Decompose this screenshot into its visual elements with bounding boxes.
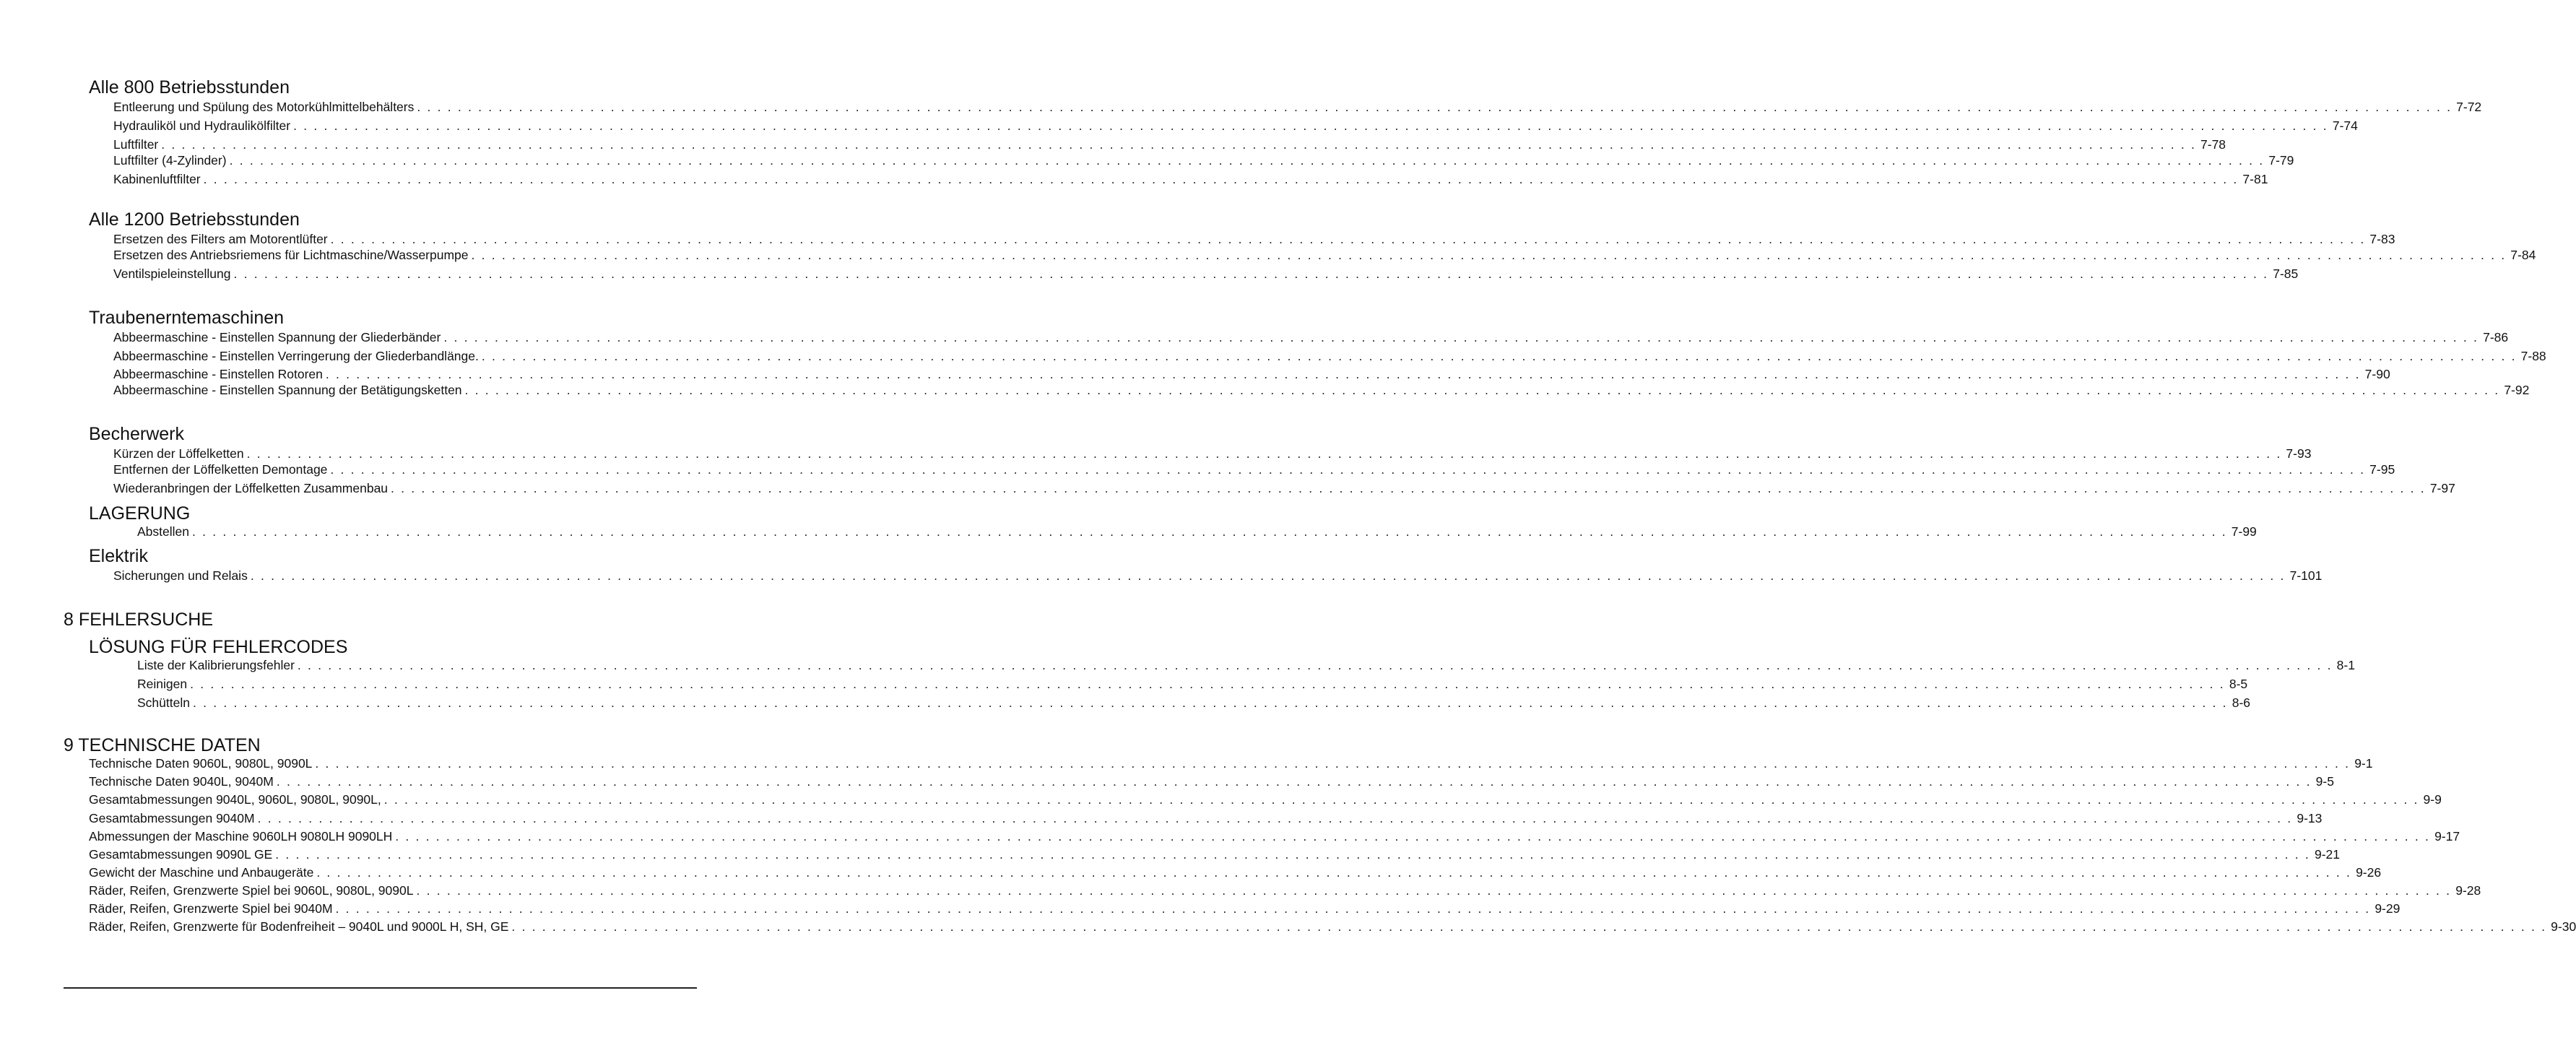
toc-entry[interactable] (137, 657, 2355, 673)
toc-entry-page: 9-30 (2551, 919, 2576, 934)
toc-entry-page: 9-9 (2423, 792, 2442, 807)
toc-entry-page: 9-5 (2315, 774, 2334, 789)
toc-entry[interactable] (113, 480, 2455, 496)
toc-entry-page: 7-90 (2364, 367, 2390, 381)
section-heading[interactable]: Elektrik (89, 546, 148, 566)
toc-entry-page: 7-93 (2286, 446, 2312, 461)
toc-entry-label: Luftfilter (113, 137, 159, 152)
toc-entry-page: 8-5 (2229, 677, 2248, 691)
dot-leader: . . . . . . . . . . . . . . . . . . . . . . . . . . . . . . . . . . . . . . . . . . . . . . . . . . . . . . . . . . . . . . . . . . . . . . . . . . . . . . . . . . . . . . . . . . . . . . . . . . . . . . . . . . . . . . . . . . . . . . . . . . . . . . . . . . . . . . . . . . . . . . . . . . . . . . . . . . . . . . . . . . . . . . . . . . . . . . . . . . . . . . . . . . . . . . . . . . . . . . . . (192, 524, 2227, 539)
toc-entry-page: 7-83 (2369, 232, 2395, 246)
toc-entry-page: 8-1 (2336, 658, 2355, 672)
toc-entry[interactable] (89, 828, 2460, 844)
toc-entry[interactable] (89, 883, 2481, 898)
toc-entry-page: 7-74 (2332, 118, 2358, 133)
toc-entry-page: 7-95 (2369, 462, 2395, 477)
dot-leader: . . . . . . . . . . . . . . . . . . . . . . . . . . . . . . . . . . . . . . . . . . . . . . . . . . . . . . . . . . . . . . . . . . . . . . . . . . . . . . . . . . . . . . . . . . . . . . . . . . . . . . . . . . . . . . . . . . . . . . . . . . . . . . . . . . . . . . . . . . . . . . . . . . . . . . . . . . . . . . . . . . . . . . . . . . . . . . . . . . . . . . . . . . . . . . . . . . . . . . . . (192, 695, 2228, 710)
toc-entry-label: Räder, Reifen, Grenzwerte Spiel bei 9060L, 9080L, 9090L (89, 883, 414, 898)
toc-entry[interactable] (113, 136, 2226, 152)
chapter-heading[interactable]: 8 FEHLERSUCHE (64, 610, 213, 630)
toc-entry[interactable] (113, 152, 2294, 168)
toc-entry[interactable] (113, 247, 2536, 263)
toc-entry[interactable] (113, 99, 2482, 115)
dot-leader: . . . . . . . . . . . . . . . . . . . . . . . . . . . . . . . . . . . . . . . . . . . . . . . . . . . . . . . . . . . . . . . . . . . . . . . . . . . . . . . . . . . . . . . . . . . . . . . . . . . . . . . . . . . . . . . . . . . . . . . . . . . . . . . . . . . . . . . . . . . . . . . . . . . . . . . . . . . . . . . . . . . . . . . . . . . . . . . . . . . . . . . . . . . . . . . . . . . . . . . . (335, 901, 2371, 916)
section-heading[interactable]: Alle 800 Betriebsstunden (89, 77, 290, 97)
toc-entry-page: 7-84 (2510, 248, 2536, 262)
dot-leader: . . . . . . . . . . . . . . . . . . . . . . . . . . . . . . . . . . . . . . . . . . . . . . . . . . . . . . . . . . . . . . . . . . . . . . . . . . . . . . . . . . . . . . . . . . . . . . . . . . . . . . . . . . . . . . . . . . . . . . . . . . . . . . . . . . . . . . . . . . . . . . . . . . . . . . . . . . . . . . . . . . . . . . . . . . . . . . . . . . . . . . . . . . . . . . . . . . . . . . . . (250, 568, 2286, 583)
toc-entry[interactable] (113, 568, 2323, 584)
toc-entry-label: Räder, Reifen, Grenzwerte Spiel bei 9040M (89, 901, 333, 916)
dot-leader: . . . . . . . . . . . . . . . . . . . . . . . . . . . . . . . . . . . . . . . . . . . . . . . . . . . . . . . . . . . . . . . . . . . . . . . . . . . . . . . . . . . . . . . . . . . . . . . . . . . . . . . . . . . . . . . . . . . . . . . . . . . . . . . . . . . . . . . . . . . . . . . . . . . . . . . . . . . . . . . . . . . . . . . . . . . . . . . . . . . . . . . . . . . . . . . . . . . . . . . . (471, 248, 2507, 262)
toc-entry[interactable] (137, 695, 2251, 711)
toc-entry-label: Kabinenluftfilter (113, 172, 201, 186)
toc-entry[interactable] (113, 329, 2509, 345)
section-heading[interactable]: Alle 1200 Betriebsstunden (89, 209, 300, 230)
chapter-heading[interactable]: 9 TECHNISCHE DATEN (64, 735, 261, 755)
dot-leader: . . . . . . . . . . . . . . . . . . . . . . . . . . . . . . . . . . . . . . . . . . . . . . . . . . . . . . . . . . . . . . . . . . . . . . . . . . . . . . . . . . . . . . . . . . . . . . . . . . . . . . . . . . . . . . . . . . . . . . . . . . . . . . . . . . . . . . . . . . . . . . . . . . . . . . . . . . . . . . . . . . . . . . . . . . . . . . . . . . . . . . . . . . . . . . . . . . . . . . . . (190, 677, 2225, 691)
dot-leader: . . . . . . . . . . . . . . . . . . . . . . . . . . . . . . . . . . . . . . . . . . . . . . . . . . . . . . . . . . . . . . . . . . . . . . . . . . . . . . . . . . . . . . . . . . . . . . . . . . . . . . . . . . . . . . . . . . . . . . . . . . . . . . . . . . . . . . . . . . . . . . . . . . . . . . . . . . . . . . . . . . . . . . . . . . . . . . . . . . . . . . . . . . . . . . . . . . . . . . . . (417, 100, 2453, 114)
toc-entry-label: Luftfilter (4-Zylinder) (113, 153, 227, 168)
dot-leader: . . . . . . . . . . . . . . . . . . . . . . . . . . . . . . . . . . . . . . . . . . . . . . . . . . . . . . . . . . . . . . . . . . . . . . . . . . . . . . . . . . . . . . . . . . . . . . . . . . . . . . . . . . . . . . . . . . . . . . . . . . . . . . . . . . . . . . . . . . . . . . . . . . . . . . . . . . . . . . . . . . . . . . . . . . . . . . . . . . . . . . . . . . . . . . . . . . . . . . . . (276, 774, 2312, 789)
toc-entry-label: Schütteln (137, 695, 190, 710)
section-heading[interactable]: LÖSUNG FÜR FEHLERCODES (89, 637, 348, 657)
toc-entry[interactable] (89, 773, 2334, 789)
toc-entry-label: Technische Daten 9060L, 9080L, 9090L (89, 756, 313, 771)
toc-entry-label: Räder, Reifen, Grenzwerte für Bodenfreiheit – 9040L und 9000L H, SH, GE (89, 919, 509, 934)
dot-leader: . . . . . . . . . . . . . . . . . . . . . . . . . . . . . . . . . . . . . . . . . . . . . . . . . . . . . . . . . . . . . . . . . . . . . . . . . . . . . . . . . . . . . . . . . . . . . . . . . . . . . . . . . . . . . . . . . . . . . . . . . . . . . . . . . . . . . . . . . . . . . . . . . . . . . . . . . . . . . . . . . . . . . . . . . . . . . . . . . . . . . . . . . . . . . . . . . . . . . . . . (297, 658, 2333, 672)
toc-entry-label: Entfernen der Löffelketten Demontage (113, 462, 328, 477)
dot-leader: . . . . . . . . . . . . . . . . . . . . . . . . . . . . . . . . . . . . . . . . . . . . . . . . . . . . . . . . . . . . . . . . . . . . . . . . . . . . . . . . . . . . . . . . . . . . . . . . . . . . . . . . . . . . . . . . . . . . . . . . . . . . . . . . . . . . . . . . . . . . . . . . . . . . . . . . . . . . . . . . . . . . . . . . . . . . . . . . . . . . . . . . . . . . . . . . . . . . . . . . (325, 367, 2361, 381)
dot-leader: . . . . . . . . . . . . . . . . . . . . . . . . . . . . . . . . . . . . . . . . . . . . . . . . . . . . . . . . . . . . . . . . . . . . . . . . . . . . . . . . . . . . . . . . . . . . . . . . . . . . . . . . . . . . . . . . . . . . . . . . . . . . . . . . . . . . . . . . . . . . . . . . . . . . . . . . . . . . . . . . . . . . . . . . . . . . . . . . . . . . . . . . . . . . . . . . . . . . . . . . (416, 883, 2452, 898)
dot-leader: . . . . . . . . . . . . . . . . . . . . . . . . . . . . . . . . . . . . . . . . . . . . . . . . . . . . . . . . . . . . . . . . . . . . . . . . . . . . . . . . . . . . . . . . . . . . . . . . . . . . . . . . . . . . . . . . . . . . . . . . . . . . . . . . . . . . . . . . . . . . . . . . . . . . . . . . . . . . . . . . . . . . . . . . . . . . . . . . . . . . . . . . . . . . . . . . . . . . . . . . (161, 137, 2197, 152)
dot-leader: . . . . . . . . . . . . . . . . . . . . . . . . . . . . . . . . . . . . . . . . . . . . . . . . . . . . . . . . . . . . . . . . . . . . . . . . . . . . . . . . . . . . . . . . . . . . . . . . . . . . . . . . . . . . . . . . . . . . . . . . . . . . . . . . . . . . . . . . . . . . . . . . . . . . . . . . . . . . . . . . . . . . . . . . . . . . . . . . . . . . . . . . . . . . . . . . . . . . . . . . (395, 829, 2431, 844)
dot-leader: . . . . . . . . . . . . . . . . . . . . . . . . . . . . . . . . . . . . . . . . . . . . . . . . . . . . . . . . . . . . . . . . . . . . . . . . . . . . . . . . . . . . . . . . . . . . . . . . . . . . . . . . . . . . . . . . . . . . . . . . . . . . . . . . . . . . . . . . . . . . . . . . . . . . . . . . . . . . . . . . . . . . . . . . . . . . . . . . . . . . . . . . . . . . . . . . . . . . . . . . (257, 811, 2293, 825)
toc-entry-label: Abbeermaschine - Einstellen Verringerung der Gliederbandlänge. (113, 349, 479, 363)
dot-leader: . . . . . . . . . . . . . . . . . . . . . . . . . . . . . . . . . . . . . . . . . . . . . . . . . . . . . . . . . . . . . . . . . . . . . . . . . . . . . . . . . . . . . . . . . . . . . . . . . . . . . . . . . . . . . . . . . . . . . . . . . . . . . . . . . . . . . . . . . . . . . . . . . . . . . . . . . . . . . . . . . . . . . . . . . . . . . . . . . . . . . . . . . . . . . . . . . . . . . . . . (275, 847, 2310, 862)
section-heading[interactable]: LAGERUNG (89, 503, 191, 524)
toc-entry-label: Reinigen (137, 677, 188, 691)
toc-entry[interactable] (137, 524, 2257, 539)
toc-entry-page: 7-88 (2520, 349, 2546, 363)
toc-entry[interactable] (89, 901, 2401, 916)
toc-entry-label: Ersetzen des Antriebsriemens für Lichtmaschine/Wasserpumpe (113, 248, 469, 262)
dot-leader: . . . . . . . . . . . . . . . . . . . . . . . . . . . . . . . . . . . . . . . . . . . . . . . . . . . . . . . . . . . . . . . . . . . . . . . . . . . . . . . . . . . . . . . . . . . . . . . . . . . . . . . . . . . . . . . . . . . . . . . . . . . . . . . . . . . . . . . . . . . . . . . . . . . . . . . . . . . . . . . . . . . . . . . . . . . . . . . . . . . . . . . . . . . . . . . . . . . . . . . . (229, 153, 2265, 168)
toc-entry-page: 9-13 (2297, 811, 2323, 825)
toc-entry-label: Sicherungen und Relais (113, 568, 248, 583)
dot-leader: . . . . . . . . . . . . . . . . . . . . . . . . . . . . . . . . . . . . . . . . . . . . . . . . . . . . . . . . . . . . . . . . . . . . . . . . . . . . . . . . . . . . . . . . . . . . . . . . . . . . . . . . . . . . . . . . . . . . . . . . . . . . . . . . . . . . . . . . . . . . . . . . . . . . . . . . . . . . . . . . . . . . . . . . . . . . . . . . . . . . . . . . . . . . . . . . . . . . . . . . (203, 172, 2239, 186)
dot-leader: . . . . . . . . . . . . . . . . . . . . . . . . . . . . . . . . . . . . . . . . . . . . . . . . . . . . . . . . . . . . . . . . . . . . . . . . . . . . . . . . . . . . . . . . . . . . . . . . . . . . . . . . . . . . . . . . . . . . . . . . . . . . . . . . . . . . . . . . . . . . . . . . . . . . . . . . . . . . . . . . . . . . . . . . . . . . . . . . . . . . . . . . . . . . . . . . . . . . . . . . (293, 118, 2328, 133)
toc-entry[interactable] (113, 171, 2268, 187)
dot-leader: . . . . . . . . . . . . . . . . . . . . . . . . . . . . . . . . . . . . . . . . . . . . . . . . . . . . . . . . . . . . . . . . . . . . . . . . . . . . . . . . . . . . . . . . . . . . . . . . . . . . . . . . . . . . . . . . . . . . . . . . . . . . . . . . . . . . . . . . . . . . . . . . . . . . . . . . . . . . . . . . . . . . . . . . . . . . . . . . . . . . . . . . . . . . . . . . . . . . . . . . (464, 383, 2500, 397)
section-heading[interactable]: Traubenerntemaschinen (89, 308, 285, 328)
toc-entry-page: 9-21 (2315, 847, 2341, 862)
toc-entry[interactable] (89, 792, 2442, 807)
toc-entry-label: Entleerung und Spülung des Motorkühlmittelbehälters (113, 100, 415, 114)
toc-entry-page: 7-81 (2242, 172, 2268, 186)
dot-leader: . . . . . . . . . . . . . . . . . . . . . . . . . . . . . . . . . . . . . . . . . . . . . . . . . . . . . . . . . . . . . . . . . . . . . . . . . . . . . . . . . . . . . . . . . . . . . . . . . . . . . . . . . . . . . . . . . . . . . . . . . . . . . . . . . . . . . . . . . . . . . . . . . . . . . . . . . . . . . . . . . . . . . . . . . . . . . . . . . . . . . . . . . . . . . . . . . . . . . . . . (246, 446, 2282, 461)
toc-entry-label: Hydrauliköl und Hydraulikölfilter (113, 118, 291, 133)
toc-entry-page: 9-1 (2354, 756, 2373, 771)
toc-entry[interactable] (113, 366, 2390, 382)
toc-entry-page: 7-92 (2504, 383, 2530, 397)
toc-entry-label: Abbeermaschine - Einstellen Spannung der Betätigungsketten (113, 383, 462, 397)
toc-entry[interactable] (113, 446, 2312, 461)
toc-entry-label: Gesamtabmessungen 9090L GE (89, 847, 273, 862)
toc-entry-label: Wiederanbringen der Löffelketten Zusammenbau (113, 481, 389, 495)
toc-entry-page: 9-17 (2434, 829, 2460, 844)
toc-entry[interactable] (113, 231, 2395, 247)
toc-entry-page: 7-85 (2273, 266, 2299, 281)
toc-entry-label: Abmessungen der Maschine 9060LH 9080LH 9090LH (89, 829, 393, 844)
toc-entry[interactable] (113, 461, 2395, 477)
toc-entry-page: 9-26 (2356, 865, 2382, 880)
footer-rule (64, 987, 697, 989)
toc-entry-page: 7-86 (2483, 330, 2509, 344)
toc-entry-page: 7-101 (2289, 568, 2323, 583)
dot-leader: . . . . . . . . . . . . . . . . . . . . . . . . . . . . . . . . . . . . . . . . . . . . . . . . . . . . . . . . . . . . . . . . . . . . . . . . . . . . . . . . . . . . . . . . . . . . . . . . . . . . . . . . . . . . . . . . . . . . . . . . . . . . . . . . . . . . . . . . . . . . . . . . . . . . . . . . . . . . . . . . . . . . . . . . . . . . . . . . . . . . . . . . . . . . . . . . . . . . . . . . (330, 232, 2366, 246)
toc-entry-label: Kürzen der Löffelketten (113, 446, 244, 461)
toc-entry-label: Abbeermaschine - Einstellen Rotoren (113, 367, 323, 381)
dot-leader: . . . . . . . . . . . . . . . . . . . . . . . . . . . . . . . . . . . . . . . . . . . . . . . . . . . . . . . . . . . . . . . . . . . . . . . . . . . . . . . . . . . . . . . . . . . . . . . . . . . . . . . . . . . . . . . . . . . . . . . . . . . . . . . . . . . . . . . . . . . . . . . . . . . . . . . . . . . . . . . . . . . . . . . . . . . . . . . . . . . . . . . . . . . . . . . . . . . . . . . . (233, 266, 2269, 281)
dot-leader: . . . . . . . . . . . . . . . . . . . . . . . . . . . . . . . . . . . . . . . . . . . . . . . . . . . . . . . . . . . . . . . . . . . . . . . . . . . . . . . . . . . . . . . . . . . . . . . . . . . . . . . . . . . . . . . . . . . . . . . . . . . . . . . . . . . . . . . . . . . . . . . . . . . . . . . . . . . . . . . . . . . . . . . . . . . . . . . . . . . . . . . . . . . . . . . . . . . . . . . . (391, 481, 2426, 495)
toc-entry[interactable] (113, 266, 2299, 282)
toc-entry-page: 7-99 (2231, 524, 2257, 539)
toc-entry-page: 7-79 (2268, 153, 2294, 168)
toc-entry-label: Technische Daten 9040L, 9040M (89, 774, 274, 789)
toc-entry[interactable] (113, 348, 2546, 364)
toc-entry[interactable] (89, 755, 2373, 771)
toc-entry-page: 7-72 (2456, 100, 2482, 114)
dot-leader: . . . . . . . . . . . . . . . . . . . . . . . . . . . . . . . . . . . . . . . . . . . . . . . . . . . . . . . . . . . . . . . . . . . . . . . . . . . . . . . . . . . . . . . . . . . . . . . . . . . . . . . . . . . . . . . . . . . . . . . . . . . . . . . . . . . . . . . . . . . . . . . . . . . . . . . . . . . . . . . . . . . . . . . . . . . . . . . . . . . . . . . . . . . . . . . . . . . . . . . . (316, 865, 2352, 880)
dot-leader: . . . . . . . . . . . . . . . . . . . . . . . . . . . . . . . . . . . . . . . . . . . . . . . . . . . . . . . . . . . . . . . . . . . . . . . . . . . . . . . . . . . . . . . . . . . . . . . . . . . . . . . . . . . . . . . . . . . . . . . . . . . . . . . . . . . . . . . . . . . . . . . . . . . . . . . . . . . . . . . . . . . . . . . . . . . . . . . . . . . . . . . . . . . . . . . . . . . . . . . . (443, 330, 2479, 344)
toc-entry[interactable] (113, 382, 2530, 398)
toc-entry[interactable] (89, 919, 2576, 935)
toc-entry[interactable] (89, 864, 2382, 880)
toc-entry-label: Ersetzen des Filters am Motorentlüfter (113, 232, 328, 246)
toc-entry-label: Ventilspieleinstellung (113, 266, 231, 281)
dot-leader: . . . . . . . . . . . . . . . . . . . . . . . . . . . . . . . . . . . . . . . . . . . . . . . . . . . . . . . . . . . . . . . . . . . . . . . . . . . . . . . . . . . . . . . . . . . . . . . . . . . . . . . . . . . . . . . . . . . . . . . . . . . . . . . . . . . . . . . . . . . . . . . . . . . . . . . . . . . . . . . . . . . . . . . . . . . . . . . . . . . . . . . . . . . . . . . . . . . . . . . . (315, 756, 2351, 771)
toc-entry[interactable] (89, 846, 2341, 862)
toc-entry-label: Gesamtabmessungen 9040L, 9060L, 9080L, 9090L, (89, 792, 381, 807)
toc-entry-page: 8-6 (2232, 695, 2251, 710)
toc-entry[interactable] (137, 676, 2248, 692)
dot-leader: . . . . . . . . . . . . . . . . . . . . . . . . . . . . . . . . . . . . . . . . . . . . . . . . . . . . . . . . . . . . . . . . . . . . . . . . . . . . . . . . . . . . . . . . . . . . . . . . . . . . . . . . . . . . . . . . . . . . . . . . . . . . . . . . . . . . . . . . . . . . . . . . . . . . . . . . . . . . . . . . . . . . . . . . . . . . . . . . . . . . . . . . . . . . . . . . . . . . . . . . (383, 792, 2419, 807)
toc-entry-label: Gewicht der Maschine und Anbaugeräte (89, 865, 314, 880)
toc-entry-page: 9-28 (2455, 883, 2481, 898)
toc-entry[interactable] (113, 118, 2358, 134)
toc-entry-page: 7-97 (2429, 481, 2455, 495)
toc-entry-label: Abbeermaschine - Einstellen Spannung der Gliederbänder (113, 330, 441, 344)
dot-leader: . . . . . . . . . . . . . . . . . . . . . . . . . . . . . . . . . . . . . . . . . . . . . . . . . . . . . . . . . . . . . . . . . . . . . . . . . . . . . . . . . . . . . . . . . . . . . . . . . . . . . . . . . . . . . . . . . . . . . . . . . . . . . . . . . . . . . . . . . . . . . . . . . . . . . . . . . . . . . . . . . . . . . . . . . . . . . . . . . . . . . . . . . . . . . . . . . . . . . . . . (511, 919, 2547, 934)
toc-entry-page: 7-78 (2200, 137, 2226, 152)
toc-entry-label: Liste der Kalibrierungsfehler (137, 658, 295, 672)
toc-entry-label: Abstellen (137, 524, 189, 539)
dot-leader: . . . . . . . . . . . . . . . . . . . . . . . . . . . . . . . . . . . . . . . . . . . . . . . . . . . . . . . . . . . . . . . . . . . . . . . . . . . . . . . . . . . . . . . . . . . . . . . . . . . . . . . . . . . . . . . . . . . . . . . . . . . . . . . . . . . . . . . . . . . . . . . . . . . . . . . . . . . . . . . . . . . . . . . . . . . . . . . . . . . . . . . . . . . . . . . . . . . . . . . . (330, 462, 2366, 477)
toc-entry-page: 9-29 (2375, 901, 2401, 916)
section-heading[interactable]: Becherwerk (89, 424, 184, 444)
toc-entry-label: Gesamtabmessungen 9040M (89, 811, 255, 825)
dot-leader: . . . . . . . . . . . . . . . . . . . . . . . . . . . . . . . . . . . . . . . . . . . . . . . . . . . . . . . . . . . . . . . . . . . . . . . . . . . . . . . . . . . . . . . . . . . . . . . . . . . . . . . . . . . . . . . . . . . . . . . . . . . . . . . . . . . . . . . . . . . . . . . . . . . . . . . . . . . . . . . . . . . . . . . . . . . . . . . . . . . . . . . . . . . . . . . . . . . . . . . . (481, 349, 2517, 363)
toc-entry[interactable] (89, 810, 2323, 826)
